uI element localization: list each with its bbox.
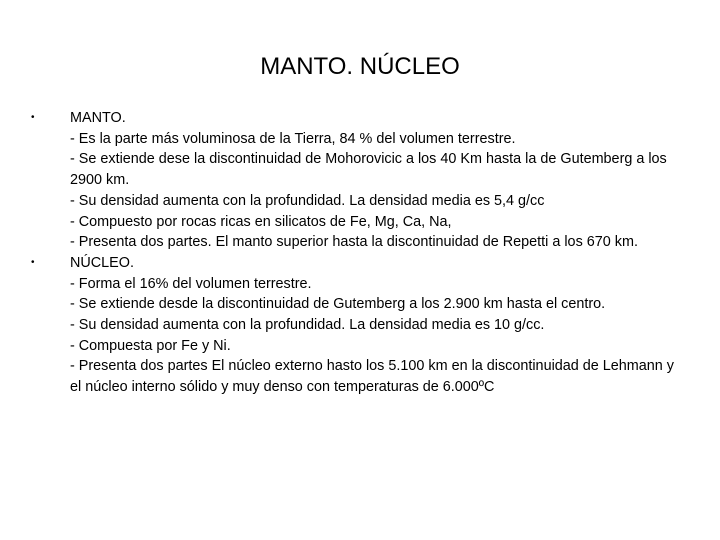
nucleo-line-4: - Compuesta por Fe y Ni. [70,337,231,354]
manto-line-3: - Su densidad aumenta con la profundidad. La densidad media es 5,4 g/cc [70,192,545,209]
nucleo-line-5: - Presenta dos partes El núcleo externo hasto los 5.100 km en la discontinuidad de Lehmann y el núcleo interno sólido y muy denso con temperaturas de 6.000ºC [70,358,674,396]
bullet-item-nucleo [28,253,688,398]
manto-line-2: - Se extiende dese la discontinuidad de Mohorovicic a los 40 Km hasta la de Gutemberg a los 2900 km. [70,151,667,189]
manto-line-1: - Es la parte más voluminosa de la Tierra, 84 % del volumen terrestre. [70,130,516,147]
bullet-marker: • [31,256,35,268]
slide-title: MANTO. NÚCLEO [260,53,460,80]
manto-line-4: - Compuesto por rocas ricas en silicatos de Fe, Mg, Ca, Na, [70,213,452,230]
manto-line-5: - Presenta dos partes. El manto superior hasta la discontinuidad de Repetti a los 670 km. [70,234,638,251]
bullet-marker: • [31,112,35,123]
nucleo-line-3: - Su densidad aumenta con la profundidad. La densidad media es 10 g/cc. [70,317,545,334]
nucleo-line-1: - Forma el 16% del volumen terrestre. [70,275,312,292]
nucleo-line-2: - Se extiende desde la discontinuidad de Gutemberg a los 2.900 km hasta el centro. [70,296,606,313]
section-heading-manto: MANTO. [70,110,126,126]
section-heading-nucleo: NÚCLEO. [70,254,134,271]
bullet-item-manto [28,108,688,253]
bullet-list [28,108,688,398]
